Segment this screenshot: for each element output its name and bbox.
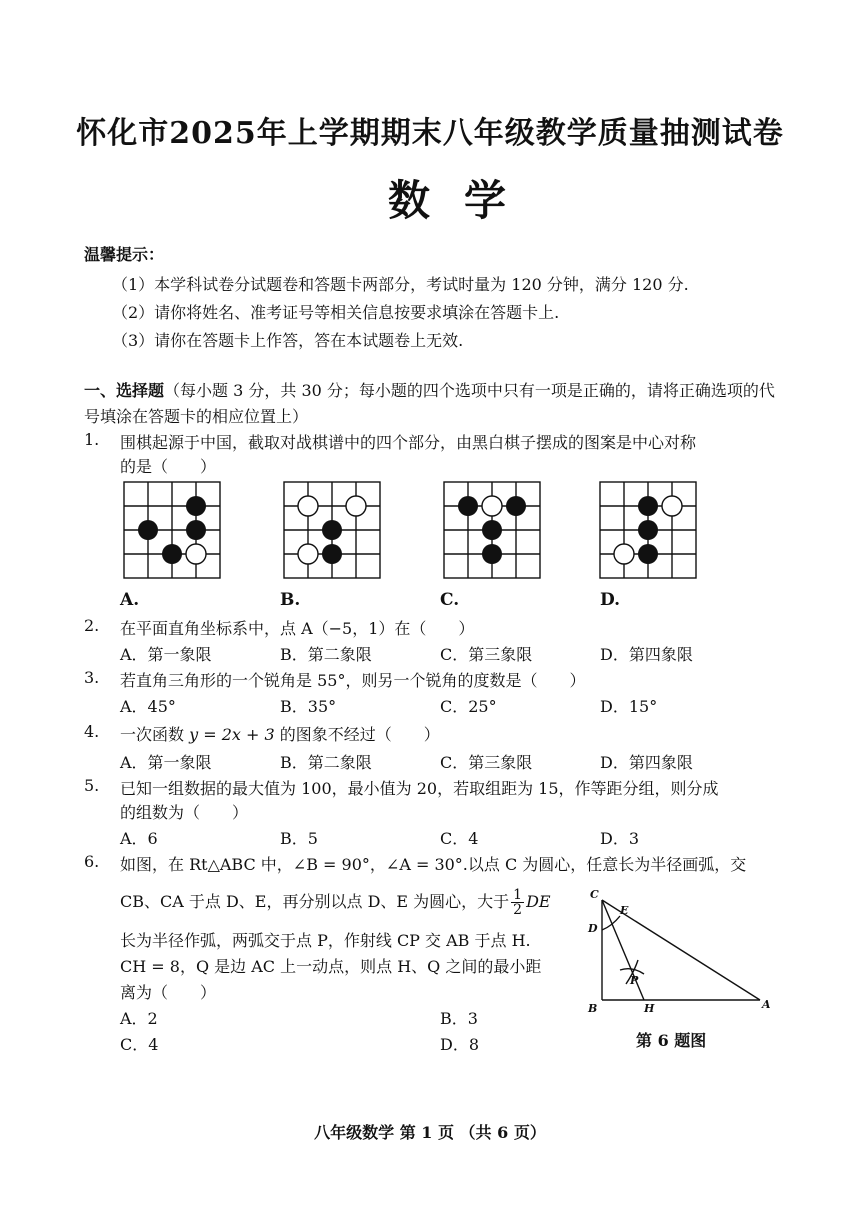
question-5-option-a: A．6: [120, 829, 158, 848]
question-3-option-a: A．45°: [120, 697, 176, 716]
question-3-option-d: D．15°: [600, 697, 658, 716]
question-6-text-line5: 离为（ ）: [120, 983, 217, 1002]
label-h: H: [644, 1002, 655, 1015]
label-c: C: [590, 888, 599, 901]
question-3-number: 3.: [84, 668, 100, 687]
question-6-text-line2: [120, 888, 551, 917]
question-6-number: 6.: [84, 852, 100, 871]
question-5-number: 5.: [84, 776, 100, 795]
question-1-number: 1.: [84, 430, 100, 449]
question-5-text-line1: 已知一组数据的最大值为 100，最小值为 20，若取组距为 15，作等距分组，则分成: [120, 779, 719, 798]
label-d: D: [588, 922, 598, 935]
question-1-option-b: B.: [280, 590, 301, 610]
subject-title: 数学: [387, 176, 540, 225]
tip-item-1: （1）本学科试卷分试题卷和答题卡两部分，考试时量为 120 分钟，满分 120 分.: [112, 275, 689, 294]
label-p: P: [630, 974, 639, 987]
section-note: （每小题 3 分，共 30 分；每小题的四个选项中只有一项是正确的，请将正确选项的代号填涂在答题卡的相应位置上）: [84, 381, 775, 426]
question-6-text-line1: 如图，在 Rt△ABC 中，∠B = 90°，∠A = 30°.以点 C 为圆心，任意长为半径画弧，交: [120, 855, 747, 874]
question-6-option-c: C．4: [120, 1035, 159, 1054]
question-4-option-c: C．第三象限: [440, 753, 533, 772]
go-board-b: [280, 478, 390, 588]
question-5-text-line2: 的组数为（ ）: [120, 803, 249, 822]
question-1-text-line1: 围棋起源于中国，截取对战棋谱中的四个部分，由黑白棋子摆成的图案是中心对称: [120, 433, 697, 452]
question-6-option-d: D．8: [440, 1035, 480, 1054]
page-footer: 八年级数学 第 1 页 （共 6 页）: [314, 1123, 546, 1142]
question-2-option-a: A．第一象限: [120, 645, 212, 664]
question-6-text-line4: CH = 8，Q 是边 AC 上一动点，则点 H、Q 之间的最小距: [120, 957, 542, 976]
question-5-option-b: B．5: [280, 829, 318, 848]
section-title: 一、选择题: [84, 381, 165, 400]
question-3-option-c: C．25°: [440, 697, 497, 716]
question-3-option-b: B．35°: [280, 697, 337, 716]
question-4-text: [120, 722, 440, 745]
question-5-option-d: D．3: [600, 829, 640, 848]
question-2-number: 2.: [84, 616, 100, 635]
exam-title: 怀化市2025年上学期期末八年级教学质量抽测试卷: [76, 116, 784, 151]
label-e: E: [620, 904, 629, 917]
go-board-c: [440, 478, 550, 588]
tip-item-2: （2）请你将姓名、准考证号等相关信息按要求填涂在答题卡上.: [112, 303, 560, 322]
question-4-option-d: D．第四象限: [600, 753, 693, 772]
go-board-d: [596, 478, 706, 588]
question-1-text-line2: 的是（ ）: [120, 457, 217, 476]
question-2-option-d: D．第四象限: [600, 645, 693, 664]
question-4-text-pre: 一次函数: [120, 725, 190, 744]
question-2-option-b: B．第二象限: [280, 645, 372, 664]
question-4-formula: y = 2x + 3: [189, 725, 275, 744]
question-5-option-c: C．4: [440, 829, 479, 848]
question-2-option-c: C．第三象限: [440, 645, 533, 664]
question-2-text: 在平面直角坐标系中，点 A（−5，1）在（ ）: [120, 619, 475, 638]
question-4-text-post: 的图象不经过（ ）: [274, 725, 440, 744]
question-6-text-line2-pre: CB、CA 于点 D、E，再分别以点 D、E 为圆心，大于: [120, 892, 510, 911]
question-6-option-a: A．2: [120, 1009, 158, 1028]
tips-heading: 温馨提示：: [84, 245, 165, 264]
fraction-one-half: [511, 888, 524, 917]
question-6-option-b: B．3: [440, 1009, 478, 1028]
question-4-option-a: A．第一象限: [120, 753, 212, 772]
label-b: B: [588, 1002, 598, 1015]
question-6-text-line2-post: DE: [526, 892, 551, 911]
label-a: A: [762, 998, 771, 1011]
question-1-option-d: D.: [600, 590, 621, 610]
go-board-a: [120, 478, 230, 588]
tip-item-3: （3）请你在答题卡上作答，答在本试题卷上无效.: [112, 331, 464, 350]
fraction-numerator: 1: [513, 887, 523, 903]
question-4-option-b: B．第二象限: [280, 753, 372, 772]
figure-caption: 第 6 题图: [636, 1031, 707, 1050]
question-6-figure: [580, 888, 780, 1018]
fraction-denominator: 2: [513, 902, 523, 918]
section-heading: [84, 378, 784, 430]
question-1-option-c: C.: [440, 590, 460, 610]
question-3-text: 若直角三角形的一个锐角是 55°，则另一个锐角的度数是（ ）: [120, 671, 586, 690]
question-6-text-line3: 长为半径作弧，两弧交于点 P，作射线 CP 交 AB 于点 H.: [120, 931, 531, 950]
question-4-number: 4.: [84, 722, 100, 741]
question-1-option-a: A.: [120, 590, 140, 610]
